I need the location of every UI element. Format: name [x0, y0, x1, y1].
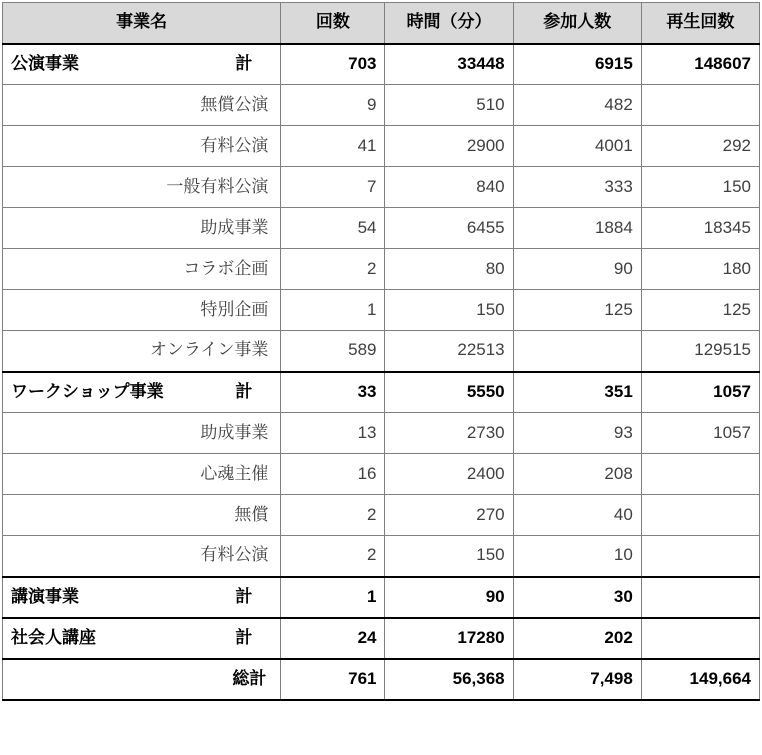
row-label-cell: 助成事業: [3, 413, 281, 454]
row-plays-cell: 1057: [641, 413, 759, 454]
row-label-cell: 無償: [3, 495, 281, 536]
row-plays-cell: 148607: [641, 44, 759, 85]
row-time-cell: 5550: [385, 372, 513, 413]
table-row: [3, 372, 760, 413]
row-plays-cell: [641, 454, 759, 495]
row-plays-cell: 18345: [641, 208, 759, 249]
spreadsheet-sheet: [0, 2, 762, 755]
row-time-cell: 6455: [385, 208, 513, 249]
row-time-cell: 2730: [385, 413, 513, 454]
row-count-cell: 2: [281, 495, 385, 536]
row-plays-cell: 292: [641, 126, 759, 167]
row-count-cell: 1: [281, 577, 385, 618]
row-time-cell: 56,368: [385, 659, 513, 700]
table-row: [3, 659, 760, 700]
row-plays-cell: [641, 618, 759, 659]
row-label-cell: 総計: [3, 659, 281, 700]
table-row: [3, 331, 760, 372]
row-count-cell: 54: [281, 208, 385, 249]
row-count-cell: 761: [281, 659, 385, 700]
row-people-cell: 93: [513, 413, 641, 454]
table-row: [3, 413, 760, 454]
row-people-cell: 333: [513, 167, 641, 208]
table-row: [3, 536, 760, 577]
row-plays-cell: 180: [641, 249, 759, 290]
row-people-cell: 202: [513, 618, 641, 659]
table-row: [3, 577, 760, 618]
row-label-cell: 一般有料公演: [3, 167, 281, 208]
row-count-cell: 41: [281, 126, 385, 167]
row-time-cell: 17280: [385, 618, 513, 659]
row-plays-cell: 1057: [641, 372, 759, 413]
row-people-cell: [513, 331, 641, 372]
row-time-cell: 90: [385, 577, 513, 618]
header-cell-name: 事業名: [3, 3, 281, 44]
row-time-cell: 150: [385, 290, 513, 331]
row-label-cell: [3, 618, 281, 659]
row-label-cell: 特別企画: [3, 290, 281, 331]
row-label: 社会人講座: [11, 627, 96, 647]
row-label-cell: 有料公演: [3, 126, 281, 167]
row-label-cell: 助成事業: [3, 208, 281, 249]
row-count-cell: 1: [281, 290, 385, 331]
row-people-cell: 351: [513, 372, 641, 413]
row-count-cell: 16: [281, 454, 385, 495]
row-label-cell: 心魂主催: [3, 454, 281, 495]
row-plays-cell: 125: [641, 290, 759, 331]
row-count-cell: 7: [281, 167, 385, 208]
row-total-marker: 計: [235, 627, 253, 647]
row-total-marker: 計: [235, 381, 253, 401]
row-time-cell: 2900: [385, 126, 513, 167]
row-count-cell: 589: [281, 331, 385, 372]
row-count-cell: 33: [281, 372, 385, 413]
row-people-cell: 6915: [513, 44, 641, 85]
row-label-cell: オンライン事業: [3, 331, 281, 372]
row-count-cell: 2: [281, 249, 385, 290]
row-label-cell: コラボ企画: [3, 249, 281, 290]
row-time-cell: 22513: [385, 331, 513, 372]
table-row: [3, 454, 760, 495]
header-cell-people: 参加人数: [513, 3, 641, 44]
row-total-marker: 計: [235, 586, 253, 606]
table-row: [3, 208, 760, 249]
header-cell-count: 回数: [281, 3, 385, 44]
row-label: 公演事業: [11, 53, 79, 73]
row-time-cell: 2400: [385, 454, 513, 495]
row-people-cell: 208: [513, 454, 641, 495]
row-count-cell: 9: [281, 85, 385, 126]
table-row: [3, 167, 760, 208]
row-plays-cell: 149,664: [641, 659, 759, 700]
row-plays-cell: [641, 85, 759, 126]
row-time-cell: 33448: [385, 44, 513, 85]
row-time-cell: 840: [385, 167, 513, 208]
table-row: [3, 85, 760, 126]
header-row: [3, 3, 760, 44]
table-row: [3, 495, 760, 536]
row-people-cell: 40: [513, 495, 641, 536]
table-row: [3, 44, 760, 85]
table-header: [3, 3, 760, 44]
row-count-cell: 24: [281, 618, 385, 659]
row-label: 講演事業: [11, 586, 79, 606]
row-count-cell: 703: [281, 44, 385, 85]
row-total-marker: 計: [235, 53, 253, 73]
row-people-cell: 1884: [513, 208, 641, 249]
row-count-cell: 2: [281, 536, 385, 577]
table-body: [3, 44, 760, 700]
row-people-cell: 10: [513, 536, 641, 577]
row-plays-cell: [641, 577, 759, 618]
row-time-cell: 510: [385, 85, 513, 126]
row-people-cell: 90: [513, 249, 641, 290]
row-people-cell: 482: [513, 85, 641, 126]
row-plays-cell: 129515: [641, 331, 759, 372]
header-cell-time: 時間（分）: [385, 3, 513, 44]
row-count-cell: 13: [281, 413, 385, 454]
row-people-cell: 125: [513, 290, 641, 331]
row-people-cell: 30: [513, 577, 641, 618]
row-plays-cell: 150: [641, 167, 759, 208]
summary-table: [2, 2, 760, 701]
table-row: [3, 126, 760, 167]
row-label-cell: [3, 44, 281, 85]
header-cell-plays: 再生回数: [641, 3, 759, 44]
row-time-cell: 80: [385, 249, 513, 290]
row-label-cell: [3, 372, 281, 413]
row-label: ワークショップ事業: [11, 381, 164, 401]
table-row: [3, 249, 760, 290]
row-plays-cell: [641, 536, 759, 577]
row-time-cell: 270: [385, 495, 513, 536]
row-plays-cell: [641, 495, 759, 536]
table-row: [3, 618, 760, 659]
row-people-cell: 7,498: [513, 659, 641, 700]
table-row: [3, 290, 760, 331]
row-time-cell: 150: [385, 536, 513, 577]
row-label-cell: 有料公演: [3, 536, 281, 577]
row-label-cell: 無償公演: [3, 85, 281, 126]
row-label-cell: [3, 577, 281, 618]
row-people-cell: 4001: [513, 126, 641, 167]
